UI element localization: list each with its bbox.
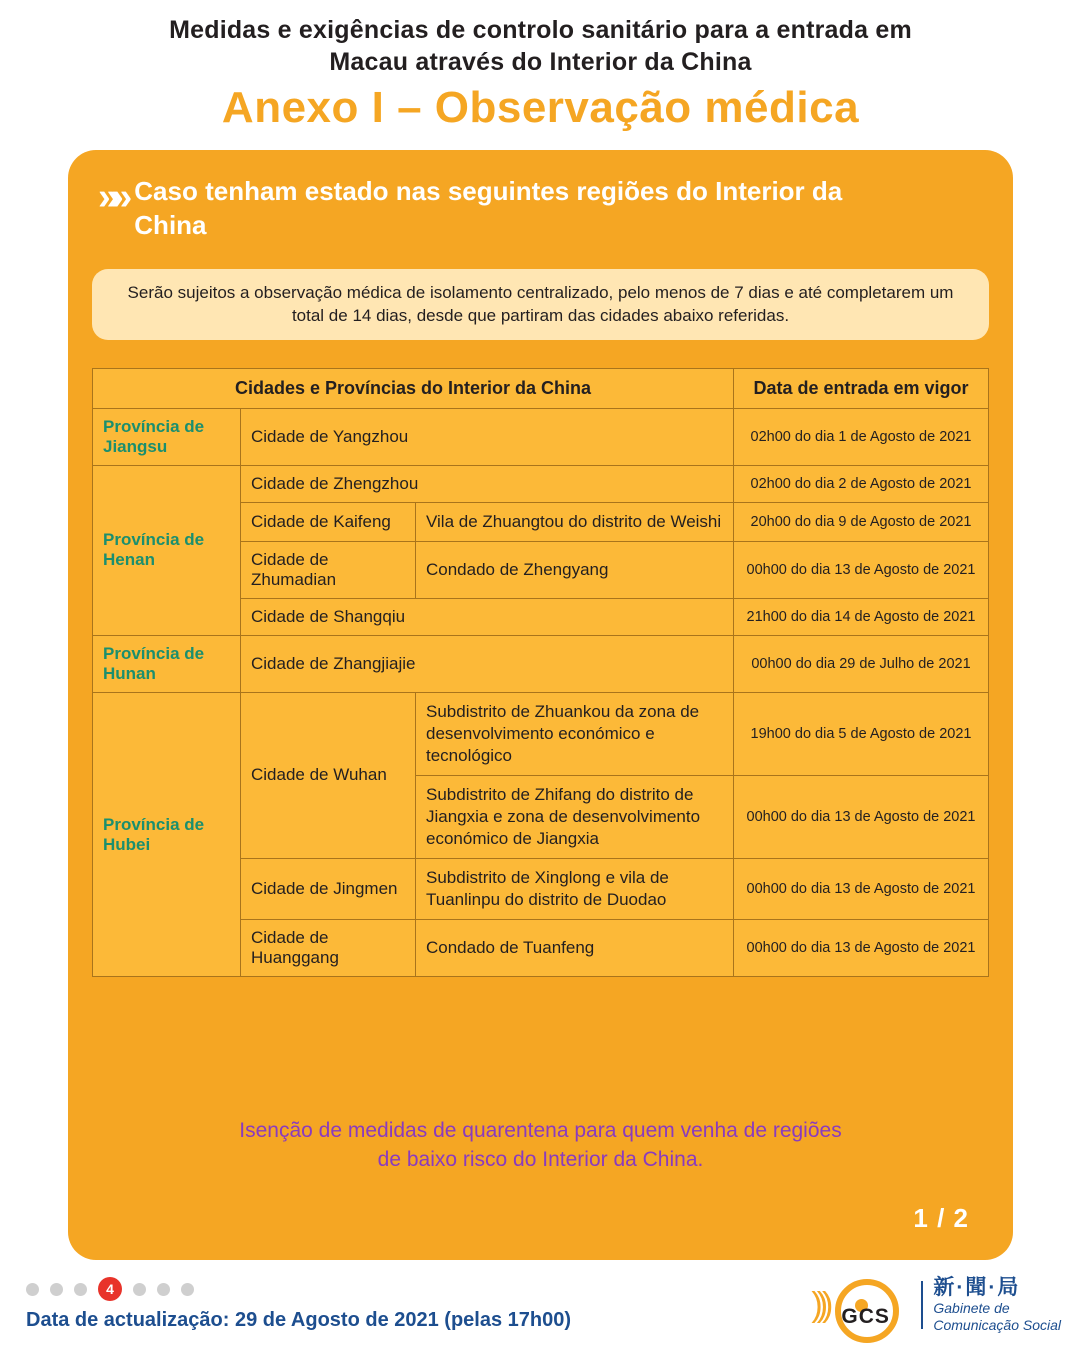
effective-date-cell: 21h00 do dia 14 de Agosto de 2021 [734,598,989,635]
province-cell: Província de Henan [93,465,241,635]
province-cell: Província de Jiangsu [93,408,241,465]
area-cell: Condado de Zhengyang [416,541,734,598]
effective-date-cell: 00h00 do dia 13 de Agosto de 2021 [734,920,989,977]
exemption-note-line-1: Isenção de medidas de quarentena para quem venha de regiões [239,1119,842,1143]
sound-waves-icon: ))) [811,1286,828,1324]
card-heading-label: Caso tenham estado nas seguintes regiões do Interior da China [134,176,843,241]
table-row [93,465,989,502]
city-cell: Cidade de Wuhan [241,692,416,859]
exemption-note-line-2: de baixo risco do Interior da China. [377,1147,704,1171]
content-card [68,150,1013,1260]
province-cell: Província de Hunan [93,635,241,692]
slide-dot[interactable] [74,1283,87,1296]
effective-date-cell: 00h00 do dia 13 de Agosto de 2021 [734,541,989,598]
city-cell: Cidade de Kaifeng [241,502,416,541]
slide-dots[interactable] [26,1277,194,1301]
regions-table-wrapper [92,368,989,978]
effective-date-cell: 19h00 do dia 5 de Agosto de 2021 [734,692,989,775]
effective-date-cell: 02h00 do dia 2 de Agosto de 2021 [734,465,989,502]
regions-table [92,368,989,978]
city-cell: Cidade de Zhumadian [241,541,416,598]
page-header [0,0,1081,132]
city-cell: Cidade de Zhengzhou [241,465,734,502]
city-cell: Cidade de Yangzhou [241,408,734,465]
effective-date-cell: 02h00 do dia 1 de Agosto de 2021 [734,408,989,465]
note-box: Serão sujeitos a observação médica de isolamento centralizado, pelo menos de 7 dias e até completarem um total de 14 dias, desde que partiram das cidades abaixo referidas. [92,269,989,340]
gcs-logo [811,1275,1061,1335]
area-cell: Subdistrito de Zhuankou da zona de desenvolvimento económico e tecnológico [416,692,734,775]
slide-dot-active[interactable]: 4 [98,1277,122,1301]
table-header-row [93,368,989,408]
card-heading [68,150,1013,243]
page-indicator: 1 / 2 [913,1203,969,1233]
city-cell: Cidade de Zhangjiajie [241,635,734,692]
logo-text-block [933,1276,1061,1334]
table-row [93,408,989,465]
page-title: Anexo I – Observação médica [221,83,860,132]
slide-dot[interactable] [26,1283,39,1296]
slide-dot[interactable] [50,1283,63,1296]
logo-mark-text: GCS [841,1305,890,1328]
logo-portuguese-line-1: Gabinete de [933,1300,1010,1317]
logo-divider [921,1281,923,1329]
gcs-logo-mark [829,1275,903,1335]
area-cell: Subdistrito de Xinglong e vila de Tuanlinpu do distrito de Duodao [416,859,734,920]
table-row [93,692,989,775]
header-subtitle-line-1: Medidas e exigências de controlo sanitário para a entrada em [169,16,912,44]
city-cell: Cidade de Jingmen [241,859,416,920]
update-timestamp: Data de actualização: 29 de Agosto de 2021 (pelas 17h00) [26,1309,572,1331]
effective-date-cell: 00h00 do dia 29 de Julho de 2021 [734,635,989,692]
header-subtitle-line-2: Macau através do Interior da China [329,48,752,76]
slide-dot[interactable] [157,1283,170,1296]
table-row [93,635,989,692]
table-header-date: Data de entrada em vigor [734,368,989,408]
table-header-regions: Cidades e Províncias do Interior da China [93,368,734,408]
area-cell: Subdistrito de Zhifang do distrito de Jiangxia e zona de desenvolvimento económico de Jiangxia [416,775,734,858]
logo-chinese-name: 新·聞·局 [933,1276,1021,1300]
province-cell: Província de Hubei [93,692,241,977]
city-cell: Cidade de Shangqiu [241,598,734,635]
area-cell: Vila de Zhuangtou do distrito de Weishi [416,502,734,541]
effective-date-cell: 20h00 do dia 9 de Agosto de 2021 [734,502,989,541]
exemption-note [68,1117,1013,1174]
slide-dot[interactable] [133,1283,146,1296]
logo-portuguese-line-2: Comunicação Social [933,1317,1061,1334]
city-cell: Cidade de Huanggang [241,920,416,977]
effective-date-cell: 00h00 do dia 13 de Agosto de 2021 [734,859,989,920]
slide-dot[interactable] [181,1283,194,1296]
double-chevron-right-icon: »» [98,176,125,218]
bottom-bar [0,1265,1081,1351]
effective-date-cell: 00h00 do dia 13 de Agosto de 2021 [734,775,989,858]
area-cell: Condado de Tuanfeng [416,920,734,977]
